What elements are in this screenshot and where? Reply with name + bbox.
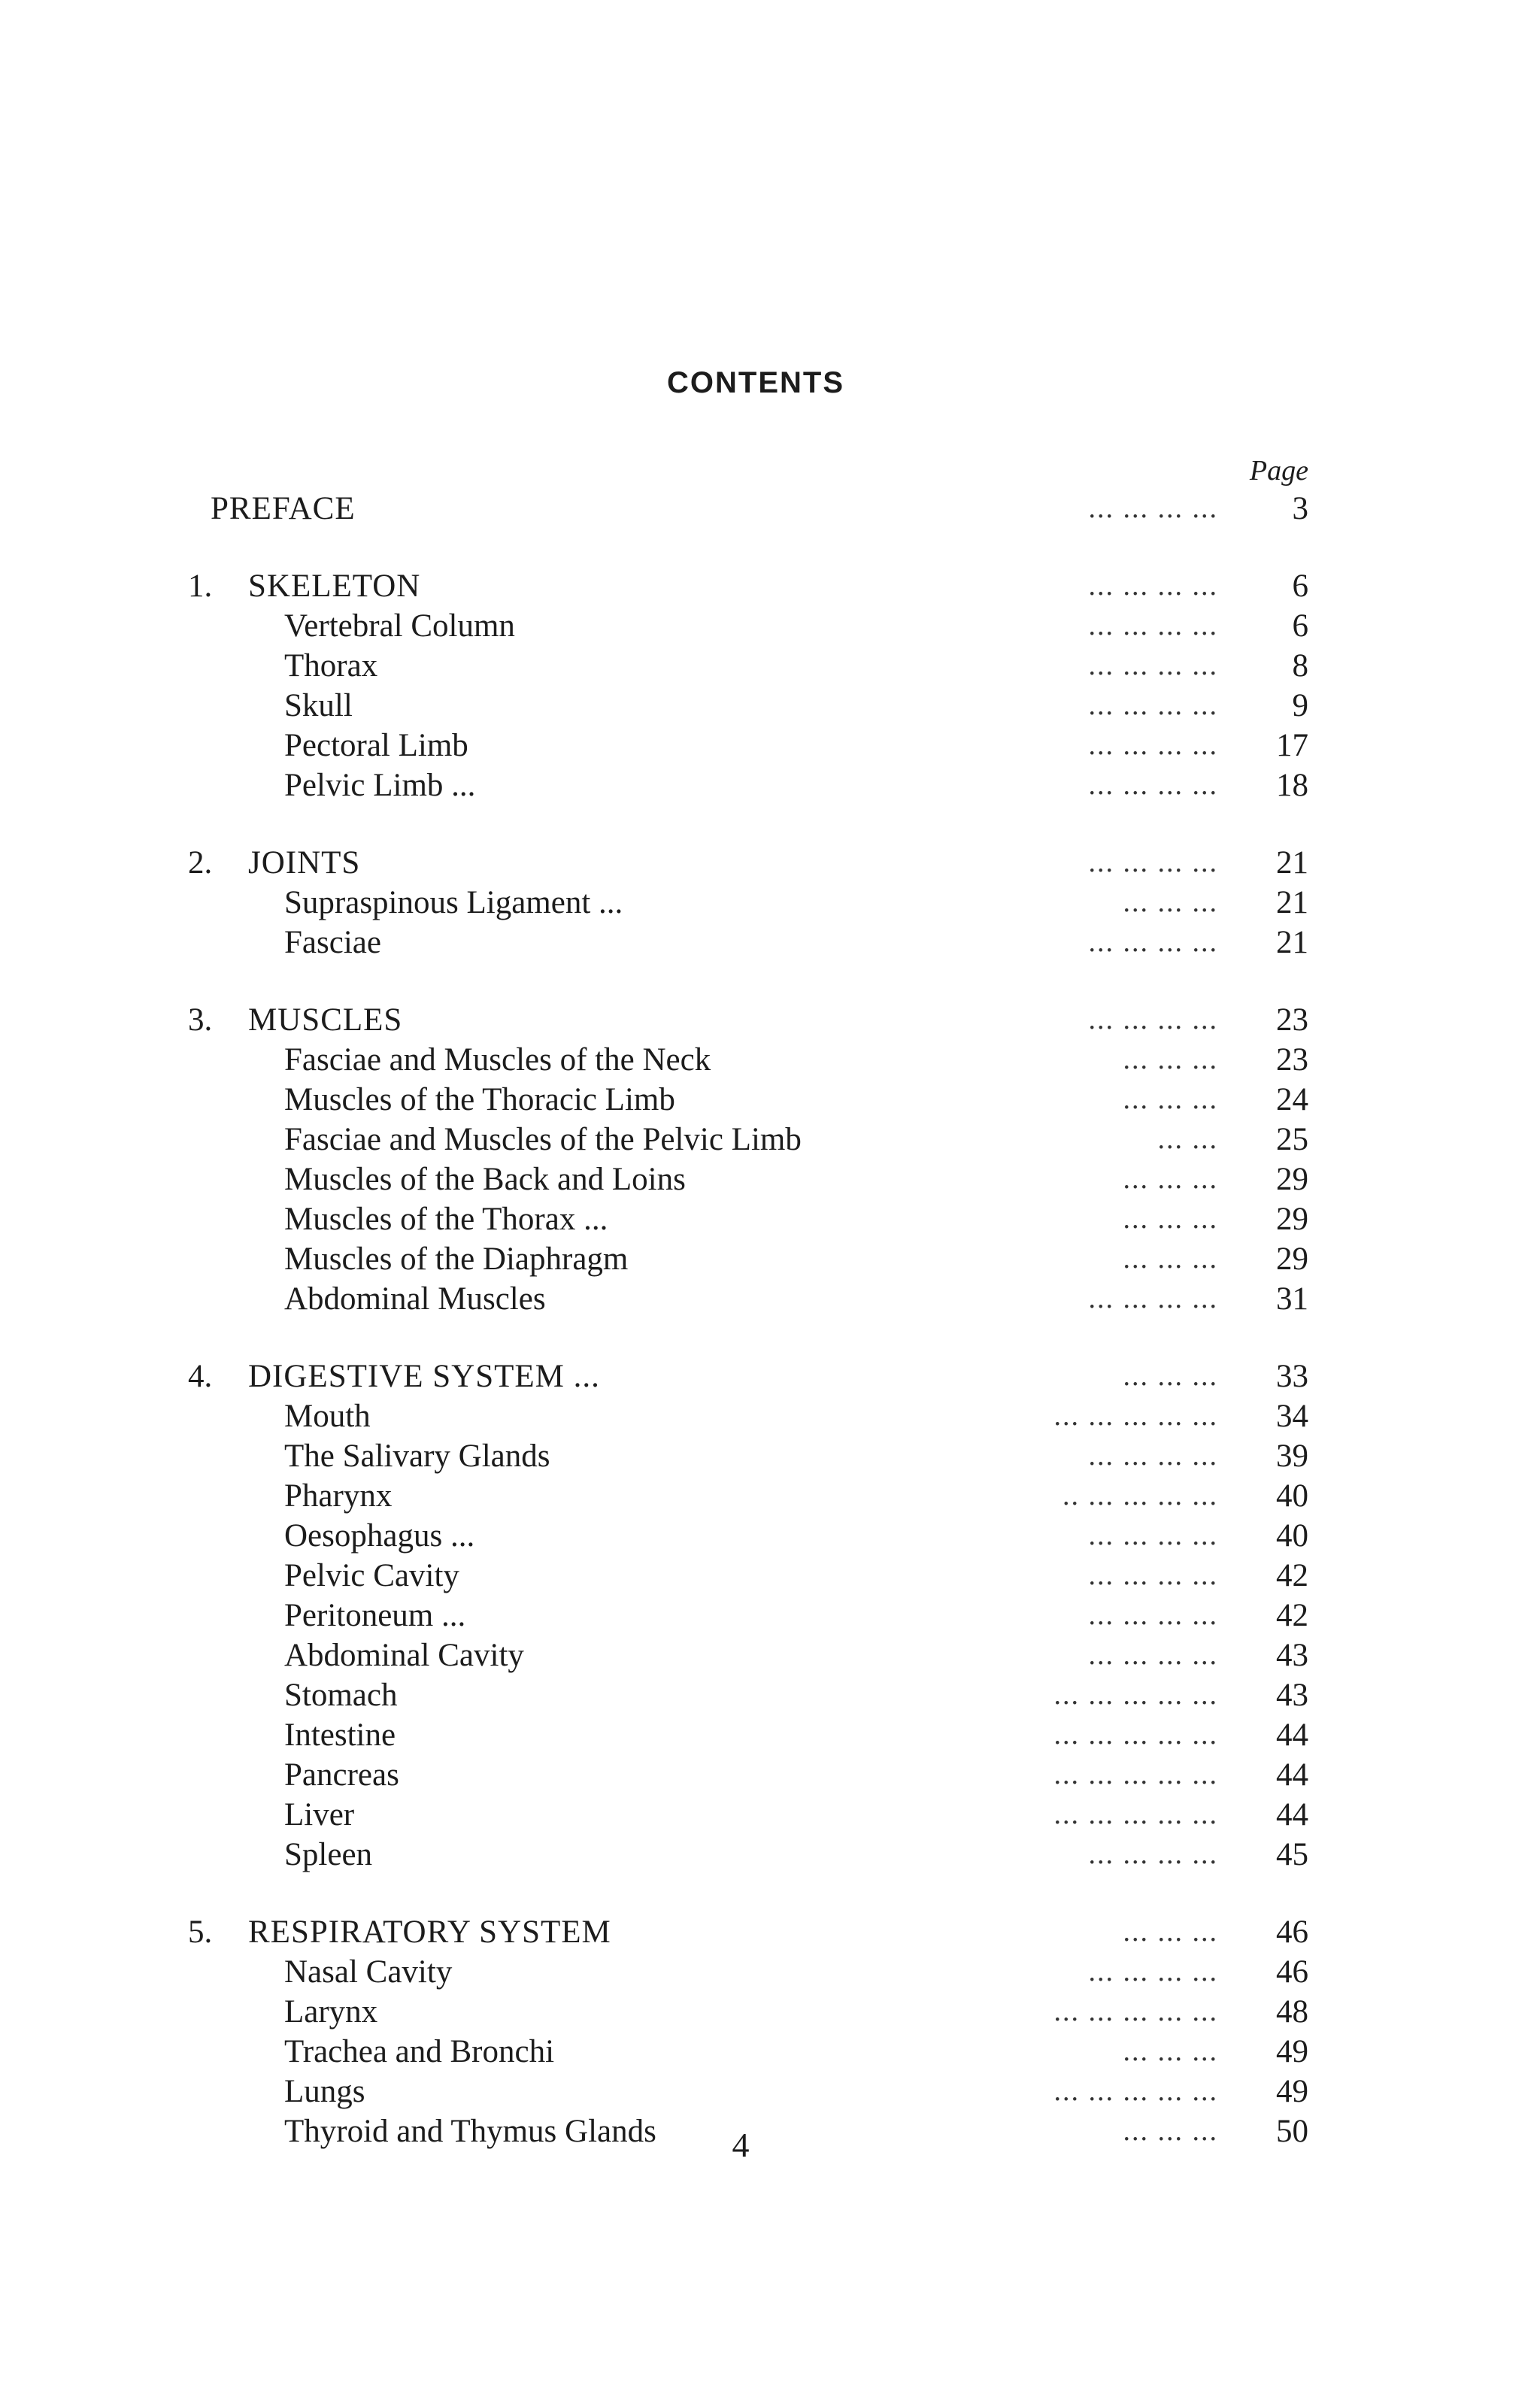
toc-entry[interactable] xyxy=(188,1080,1308,1120)
section-title: JOINTS xyxy=(248,845,361,881)
page-reference: 50 xyxy=(1276,2114,1308,2149)
section-title: MUSCLES xyxy=(248,1002,403,1038)
toc-section-heading[interactable] xyxy=(188,1357,1308,1396)
page-reference: 34 xyxy=(1276,1399,1308,1434)
entry-title: Thorax xyxy=(284,648,378,684)
entry-title: Oesophagus ... xyxy=(284,1518,475,1554)
entry-title: Vertebral Column xyxy=(284,608,515,644)
page-reference: 29 xyxy=(1276,1202,1308,1237)
table-of-contents xyxy=(188,489,1308,2151)
page-reference: 18 xyxy=(1276,768,1308,803)
toc-entry[interactable] xyxy=(188,1160,1308,1199)
page-reference: 6 xyxy=(1292,608,1308,644)
entry-title: Muscles of the Thorax ... xyxy=(284,1202,608,1237)
entry-title: Supraspinous Ligament ... xyxy=(284,885,623,920)
entry-title: Fasciae and Muscles of the Neck xyxy=(284,1042,711,1078)
page-reference: 49 xyxy=(1276,2034,1308,2069)
entry-title: The Salivary Glands xyxy=(284,1438,550,1474)
dot-leader: ... ... ... ... xyxy=(1088,847,1218,878)
toc-entry[interactable] xyxy=(188,726,1308,765)
entry-title: Pelvic Limb ... xyxy=(284,768,476,803)
toc-entry[interactable] xyxy=(188,1596,1308,1635)
toc-section-heading[interactable] xyxy=(188,1000,1308,1040)
page-reference: 44 xyxy=(1276,1717,1308,1753)
page-reference: 39 xyxy=(1276,1438,1308,1474)
page-reference: 8 xyxy=(1292,648,1308,684)
dot-leader: ... ... ... ... xyxy=(1088,769,1218,801)
dot-leader: ... ... ... ... xyxy=(1088,1956,1218,1987)
entry-title: Stomach xyxy=(284,1678,398,1713)
dot-leader: ... ... ... ... xyxy=(1088,1839,1218,1870)
dot-leader: ... ... ... ... xyxy=(1088,1004,1218,1035)
toc-entry[interactable] xyxy=(188,1120,1308,1160)
toc-entry[interactable] xyxy=(188,1476,1308,1516)
dot-leader: ... ... ... xyxy=(1123,2036,1218,2067)
dot-leader: ... ... ... xyxy=(1123,1084,1218,1115)
entry-title: Lungs xyxy=(284,2074,365,2109)
entry-title: Fasciae xyxy=(284,925,381,960)
entry-title: Larynx xyxy=(284,1994,378,2030)
toc-section xyxy=(188,1357,1308,1875)
page-reference: 24 xyxy=(1276,1082,1308,1117)
toc-entry[interactable] xyxy=(188,1239,1308,1279)
dot-leader: ... ... ... ... ... xyxy=(1053,1799,1218,1830)
toc-section xyxy=(188,566,1308,805)
dot-leader: ... ... ... ... xyxy=(1088,1283,1218,1314)
toc-section xyxy=(188,1000,1308,1319)
entry-title: Mouth xyxy=(284,1399,371,1434)
dot-leader: ... ... ... xyxy=(1123,1916,1218,1948)
page-title: CONTENTS xyxy=(667,366,844,399)
dot-leader: ... ... ... xyxy=(1123,1360,1218,1392)
page-reference: 9 xyxy=(1292,688,1308,723)
dot-leader: ... ... ... ... ... xyxy=(1053,1996,1218,2027)
toc-section xyxy=(188,1912,1308,2151)
toc-entry[interactable] xyxy=(188,1755,1308,1795)
entry-title: Spleen xyxy=(284,1837,373,1872)
toc-section xyxy=(188,489,1308,529)
toc-entry[interactable] xyxy=(188,1952,1308,1992)
toc-entry[interactable] xyxy=(188,1199,1308,1239)
toc-section-heading[interactable] xyxy=(188,489,1308,529)
section-title: DIGESTIVE SYSTEM ... xyxy=(248,1359,600,1394)
dot-leader: ... ... ... ... xyxy=(1088,729,1218,761)
page-reference: 44 xyxy=(1276,1797,1308,1833)
page-reference: 49 xyxy=(1276,2074,1308,2109)
page-reference: 40 xyxy=(1276,1518,1308,1554)
toc-entry[interactable] xyxy=(188,1279,1308,1319)
page-reference: 31 xyxy=(1276,1281,1308,1317)
page-reference: 23 xyxy=(1276,1042,1308,1078)
page-reference: 43 xyxy=(1276,1638,1308,1673)
dot-leader: .. ... ... ... ... xyxy=(1063,1480,1218,1511)
page-reference: 17 xyxy=(1276,728,1308,763)
entry-title: Intestine xyxy=(284,1717,396,1753)
section-title: PREFACE xyxy=(211,491,356,526)
toc-entry[interactable] xyxy=(188,1795,1308,1835)
toc-section-heading[interactable] xyxy=(188,1912,1308,1952)
dot-leader: ... ... ... ... xyxy=(1088,1560,1218,1591)
dot-leader: ... ... ... ... xyxy=(1088,493,1218,524)
toc-entry[interactable] xyxy=(188,646,1308,686)
page-reference: 46 xyxy=(1276,1954,1308,1990)
entry-title: Thyroid and Thymus Glands xyxy=(284,2114,656,2149)
page-reference: 42 xyxy=(1276,1558,1308,1593)
page-reference: 21 xyxy=(1276,885,1308,920)
section-number: 1. xyxy=(188,568,213,604)
page-reference: 43 xyxy=(1276,1678,1308,1713)
page-reference: 3 xyxy=(1292,491,1308,526)
entry-title: Fasciae and Muscles of the Pelvic Limb xyxy=(284,1122,802,1157)
dot-leader: ... ... ... ... ... xyxy=(1053,1759,1218,1790)
dot-leader: ... ... ... ... xyxy=(1088,610,1218,641)
entry-title: Muscles of the Diaphragm xyxy=(284,1241,629,1277)
dot-leader: ... ... ... xyxy=(1123,887,1218,918)
page-reference: 21 xyxy=(1276,845,1308,881)
dot-leader: ... ... ... ... ... xyxy=(1053,1719,1218,1751)
toc-entry[interactable] xyxy=(188,1556,1308,1596)
section-number: 2. xyxy=(188,845,213,881)
toc-section-heading[interactable] xyxy=(188,566,1308,606)
toc-entry[interactable] xyxy=(188,2072,1308,2111)
toc-entry[interactable] xyxy=(188,883,1308,923)
section-number: 3. xyxy=(188,1002,213,1038)
entry-title: Skull xyxy=(284,688,353,723)
dot-leader: ... ... ... ... ... xyxy=(1053,2075,1218,2107)
dot-leader: ... ... ... ... xyxy=(1088,926,1218,958)
entry-title: Trachea and Bronchi xyxy=(284,2034,555,2069)
page-reference: 45 xyxy=(1276,1837,1308,1872)
entry-title: Abdominal Cavity xyxy=(284,1638,524,1673)
section-title: RESPIRATORY SYSTEM xyxy=(248,1914,611,1950)
entry-title: Abdominal Muscles xyxy=(284,1281,546,1317)
toc-entry[interactable] xyxy=(188,1715,1308,1755)
page-reference: 23 xyxy=(1276,1002,1308,1038)
toc-entry[interactable] xyxy=(188,1635,1308,1675)
page-reference: 33 xyxy=(1276,1359,1308,1394)
dot-leader: ... ... ... ... xyxy=(1088,1599,1218,1631)
page-reference: 21 xyxy=(1276,925,1308,960)
toc-section xyxy=(188,843,1308,962)
toc-entry[interactable] xyxy=(188,1835,1308,1875)
dot-leader: ... ... ... xyxy=(1123,2115,1218,2147)
dot-leader: ... ... ... ... xyxy=(1088,1639,1218,1671)
dot-leader: ... ... ... ... xyxy=(1088,1440,1218,1472)
toc-entry[interactable] xyxy=(188,923,1308,962)
page-reference: 46 xyxy=(1276,1914,1308,1950)
dot-leader: ... ... ... xyxy=(1123,1243,1218,1275)
toc-entry[interactable] xyxy=(188,1992,1308,2032)
toc-entry[interactable] xyxy=(188,686,1308,726)
page-reference: 42 xyxy=(1276,1598,1308,1633)
page-number: 4 xyxy=(732,2126,750,2164)
toc-entry[interactable] xyxy=(188,1396,1308,1436)
dot-leader: ... ... xyxy=(1157,1123,1218,1155)
dot-leader: ... ... ... xyxy=(1123,1044,1218,1075)
entry-title: Peritoneum ... xyxy=(284,1598,466,1633)
page-reference: 29 xyxy=(1276,1241,1308,1277)
section-number: 5. xyxy=(188,1914,213,1950)
toc-entry[interactable] xyxy=(188,765,1308,805)
toc-section-heading[interactable] xyxy=(188,843,1308,883)
page-reference: 29 xyxy=(1276,1162,1308,1197)
section-title: SKELETON xyxy=(248,568,421,604)
dot-leader: ... ... ... xyxy=(1123,1163,1218,1195)
page-reference: 6 xyxy=(1292,568,1308,604)
entry-title: Muscles of the Back and Loins xyxy=(284,1162,686,1197)
entry-title: Pharynx xyxy=(284,1478,393,1514)
dot-leader: ... ... ... xyxy=(1123,1203,1218,1235)
entry-title: Nasal Cavity xyxy=(284,1954,453,1990)
entry-title: Pectoral Limb xyxy=(284,728,468,763)
toc-entry[interactable] xyxy=(188,1675,1308,1715)
toc-entry[interactable] xyxy=(188,1040,1308,1080)
page-column-label: Page xyxy=(1249,455,1308,487)
toc-entry[interactable] xyxy=(188,2032,1308,2072)
dot-leader: ... ... ... ... ... xyxy=(1053,1400,1218,1432)
dot-leader: ... ... ... ... xyxy=(1088,1520,1218,1551)
page-reference: 40 xyxy=(1276,1478,1308,1514)
dot-leader: ... ... ... ... ... xyxy=(1053,1679,1218,1711)
dot-leader: ... ... ... ... xyxy=(1088,690,1218,721)
toc-entry[interactable] xyxy=(188,606,1308,646)
toc-entry[interactable] xyxy=(188,1436,1308,1476)
dot-leader: ... ... ... ... xyxy=(1088,570,1218,602)
page-reference: 48 xyxy=(1276,1994,1308,2030)
entry-title: Muscles of the Thoracic Limb xyxy=(284,1082,675,1117)
dot-leader: ... ... ... ... xyxy=(1088,650,1218,681)
toc-entry[interactable] xyxy=(188,1516,1308,1556)
entry-title: Pancreas xyxy=(284,1757,399,1793)
page-reference: 25 xyxy=(1276,1122,1308,1157)
section-number: 4. xyxy=(188,1359,213,1394)
entry-title: Liver xyxy=(284,1797,355,1833)
entry-title: Pelvic Cavity xyxy=(284,1558,459,1593)
page-reference: 44 xyxy=(1276,1757,1308,1793)
